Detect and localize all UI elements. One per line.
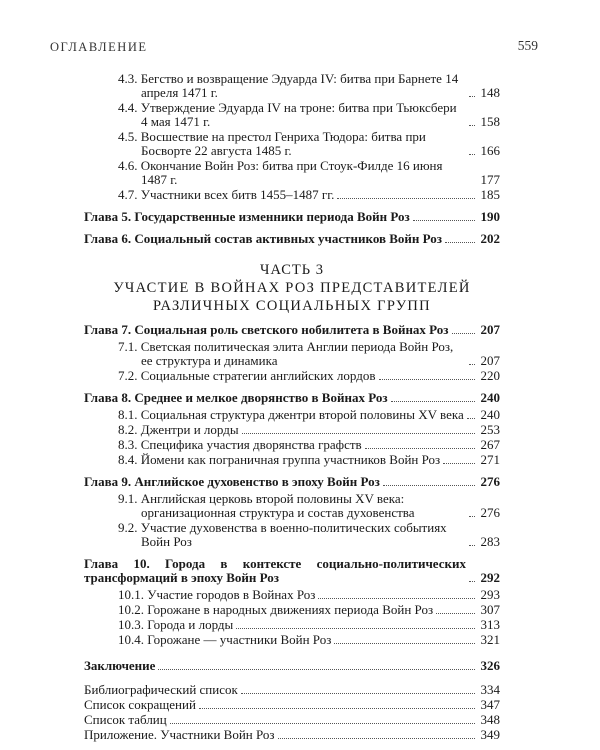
toc-chapter-5[interactable]: Глава 5. Государственные изменники периода Войн Роз 190 (84, 209, 500, 224)
dot-leader (318, 598, 475, 599)
dot-leader (469, 516, 475, 517)
toc-conclusion[interactable]: Заключение 326 (84, 658, 500, 673)
part-heading (84, 262, 500, 315)
toc-section-10-1[interactable]: 10.1. Участие городов в Войнах Роз 293 (118, 587, 500, 602)
dot-leader (413, 220, 475, 221)
dot-leader (158, 669, 475, 670)
dot-leader (469, 154, 475, 155)
part-title: УЧАСТИЕ В ВОЙНАХ РОЗ ПРЕДСТАВИТЕЛЕЙ РАЗЛИЧНЫХ СОЦИАЛЬНЫХ ГРУПП (113, 280, 471, 314)
toc-tables-list[interactable]: Список таблиц 348 (84, 712, 500, 727)
toc-section-7-2[interactable]: 7.2. Социальные стратегии английских лордов 220 (118, 368, 500, 383)
toc-section-8-1[interactable]: 8.1. Социальная структура джентри второй половины XV века 240 (118, 407, 500, 422)
toc-section-10-3[interactable]: 10.3. Города и лорды 313 (118, 617, 500, 632)
dot-leader (469, 96, 475, 97)
dot-leader (469, 125, 475, 126)
toc-chapter-10[interactable]: Глава 10. Города в контексте социально-политических трансформаций в эпоху Войн Роз 292 (84, 556, 500, 585)
toc-section-10-2[interactable]: 10.2. Горожане в народных движениях периода Войн Роз 307 (118, 602, 500, 617)
toc-section-4-5[interactable]: 4.5. Восшествие на престол Генриха Тюдора: битва при Босворте 22 августа 1485 г. 166 (118, 129, 500, 158)
toc-section-9-2[interactable]: 9.2. Участие духовенства в военно-политических событиях Войн Роз 283 (118, 520, 500, 549)
dot-leader (383, 485, 475, 486)
toc-section-10-4[interactable]: 10.4. Горожане — участники Войн Роз 321 (118, 632, 500, 647)
toc-section-9-1[interactable]: 9.1. Английская церковь второй половины XV века: организационная структура и состав духовенства 276 (118, 491, 500, 520)
toc-section-4-7[interactable]: 4.7. Участники всех битв 1455–1487 гг. 185 (118, 187, 500, 202)
part-label: ЧАСТЬ 3 (260, 262, 324, 278)
table-of-contents (84, 72, 500, 743)
toc-section-8-3[interactable]: 8.3. Специфика участия дворянства графств 267 (118, 437, 500, 452)
toc-section-8-4[interactable]: 8.4. Йомени как пограничная группа участников Войн Роз 271 (118, 452, 500, 467)
dot-leader (199, 708, 475, 709)
toc-chapter-6[interactable]: Глава 6. Социальный состав активных участников Войн Роз 202 (84, 231, 500, 246)
dot-leader (469, 581, 475, 582)
toc-abbreviations[interactable]: Список сокращений 347 (84, 697, 500, 712)
toc-bibliography[interactable]: Библиографический список 334 (84, 682, 500, 697)
toc-section-4-3[interactable]: 4.3. Бегство и возвращение Эдуарда IV: битва при Барнете 14 апреля 1471 г. 148 (118, 71, 500, 100)
toc-section-7-1[interactable]: 7.1. Светская политическая элита Англии периода Войн Роз, ее структура и динамика 207 (118, 339, 500, 368)
dot-leader (365, 448, 475, 449)
toc-section-4-4[interactable]: 4.4. Утверждение Эдуарда IV на троне: битва при Тьюксбери 4 мая 1471 г. 158 (118, 100, 500, 129)
toc-chapter-7[interactable]: Глава 7. Социальная роль светского нобилитета в Войнах Роз 207 (84, 322, 500, 337)
page-number: 559 (517, 38, 538, 53)
dot-leader (469, 364, 475, 365)
toc-appendix[interactable]: Приложение. Участники Войн Роз 349 (84, 727, 500, 742)
toc-section-8-2[interactable]: 8.2. Джентри и лорды 253 (118, 422, 500, 437)
dot-leader (436, 613, 475, 614)
dot-leader (170, 723, 475, 724)
dot-leader (334, 643, 475, 644)
toc-chapter-8[interactable]: Глава 8. Среднее и мелкое дворянство в Войнах Роз 240 (84, 390, 500, 405)
dot-leader (452, 333, 475, 334)
dot-leader (241, 693, 475, 694)
dot-leader (337, 198, 475, 199)
toc-section-4-6[interactable]: 4.6. Окончание Войн Роз: битва при Стоук-Филде 16 июня 1487 г. 177 (118, 158, 500, 187)
dot-leader (278, 738, 475, 739)
dot-leader (242, 433, 475, 434)
dot-leader (469, 545, 475, 546)
dot-leader (467, 418, 475, 419)
dot-leader (236, 628, 475, 629)
running-head: ОГЛАВЛЕНИЕ (50, 40, 148, 54)
toc-chapter-9[interactable]: Глава 9. Английское духовенство в эпоху Войн Роз 276 (84, 474, 500, 489)
dot-leader (445, 242, 475, 243)
dot-leader (379, 379, 476, 380)
dot-leader (443, 463, 475, 464)
dot-leader (391, 401, 475, 402)
